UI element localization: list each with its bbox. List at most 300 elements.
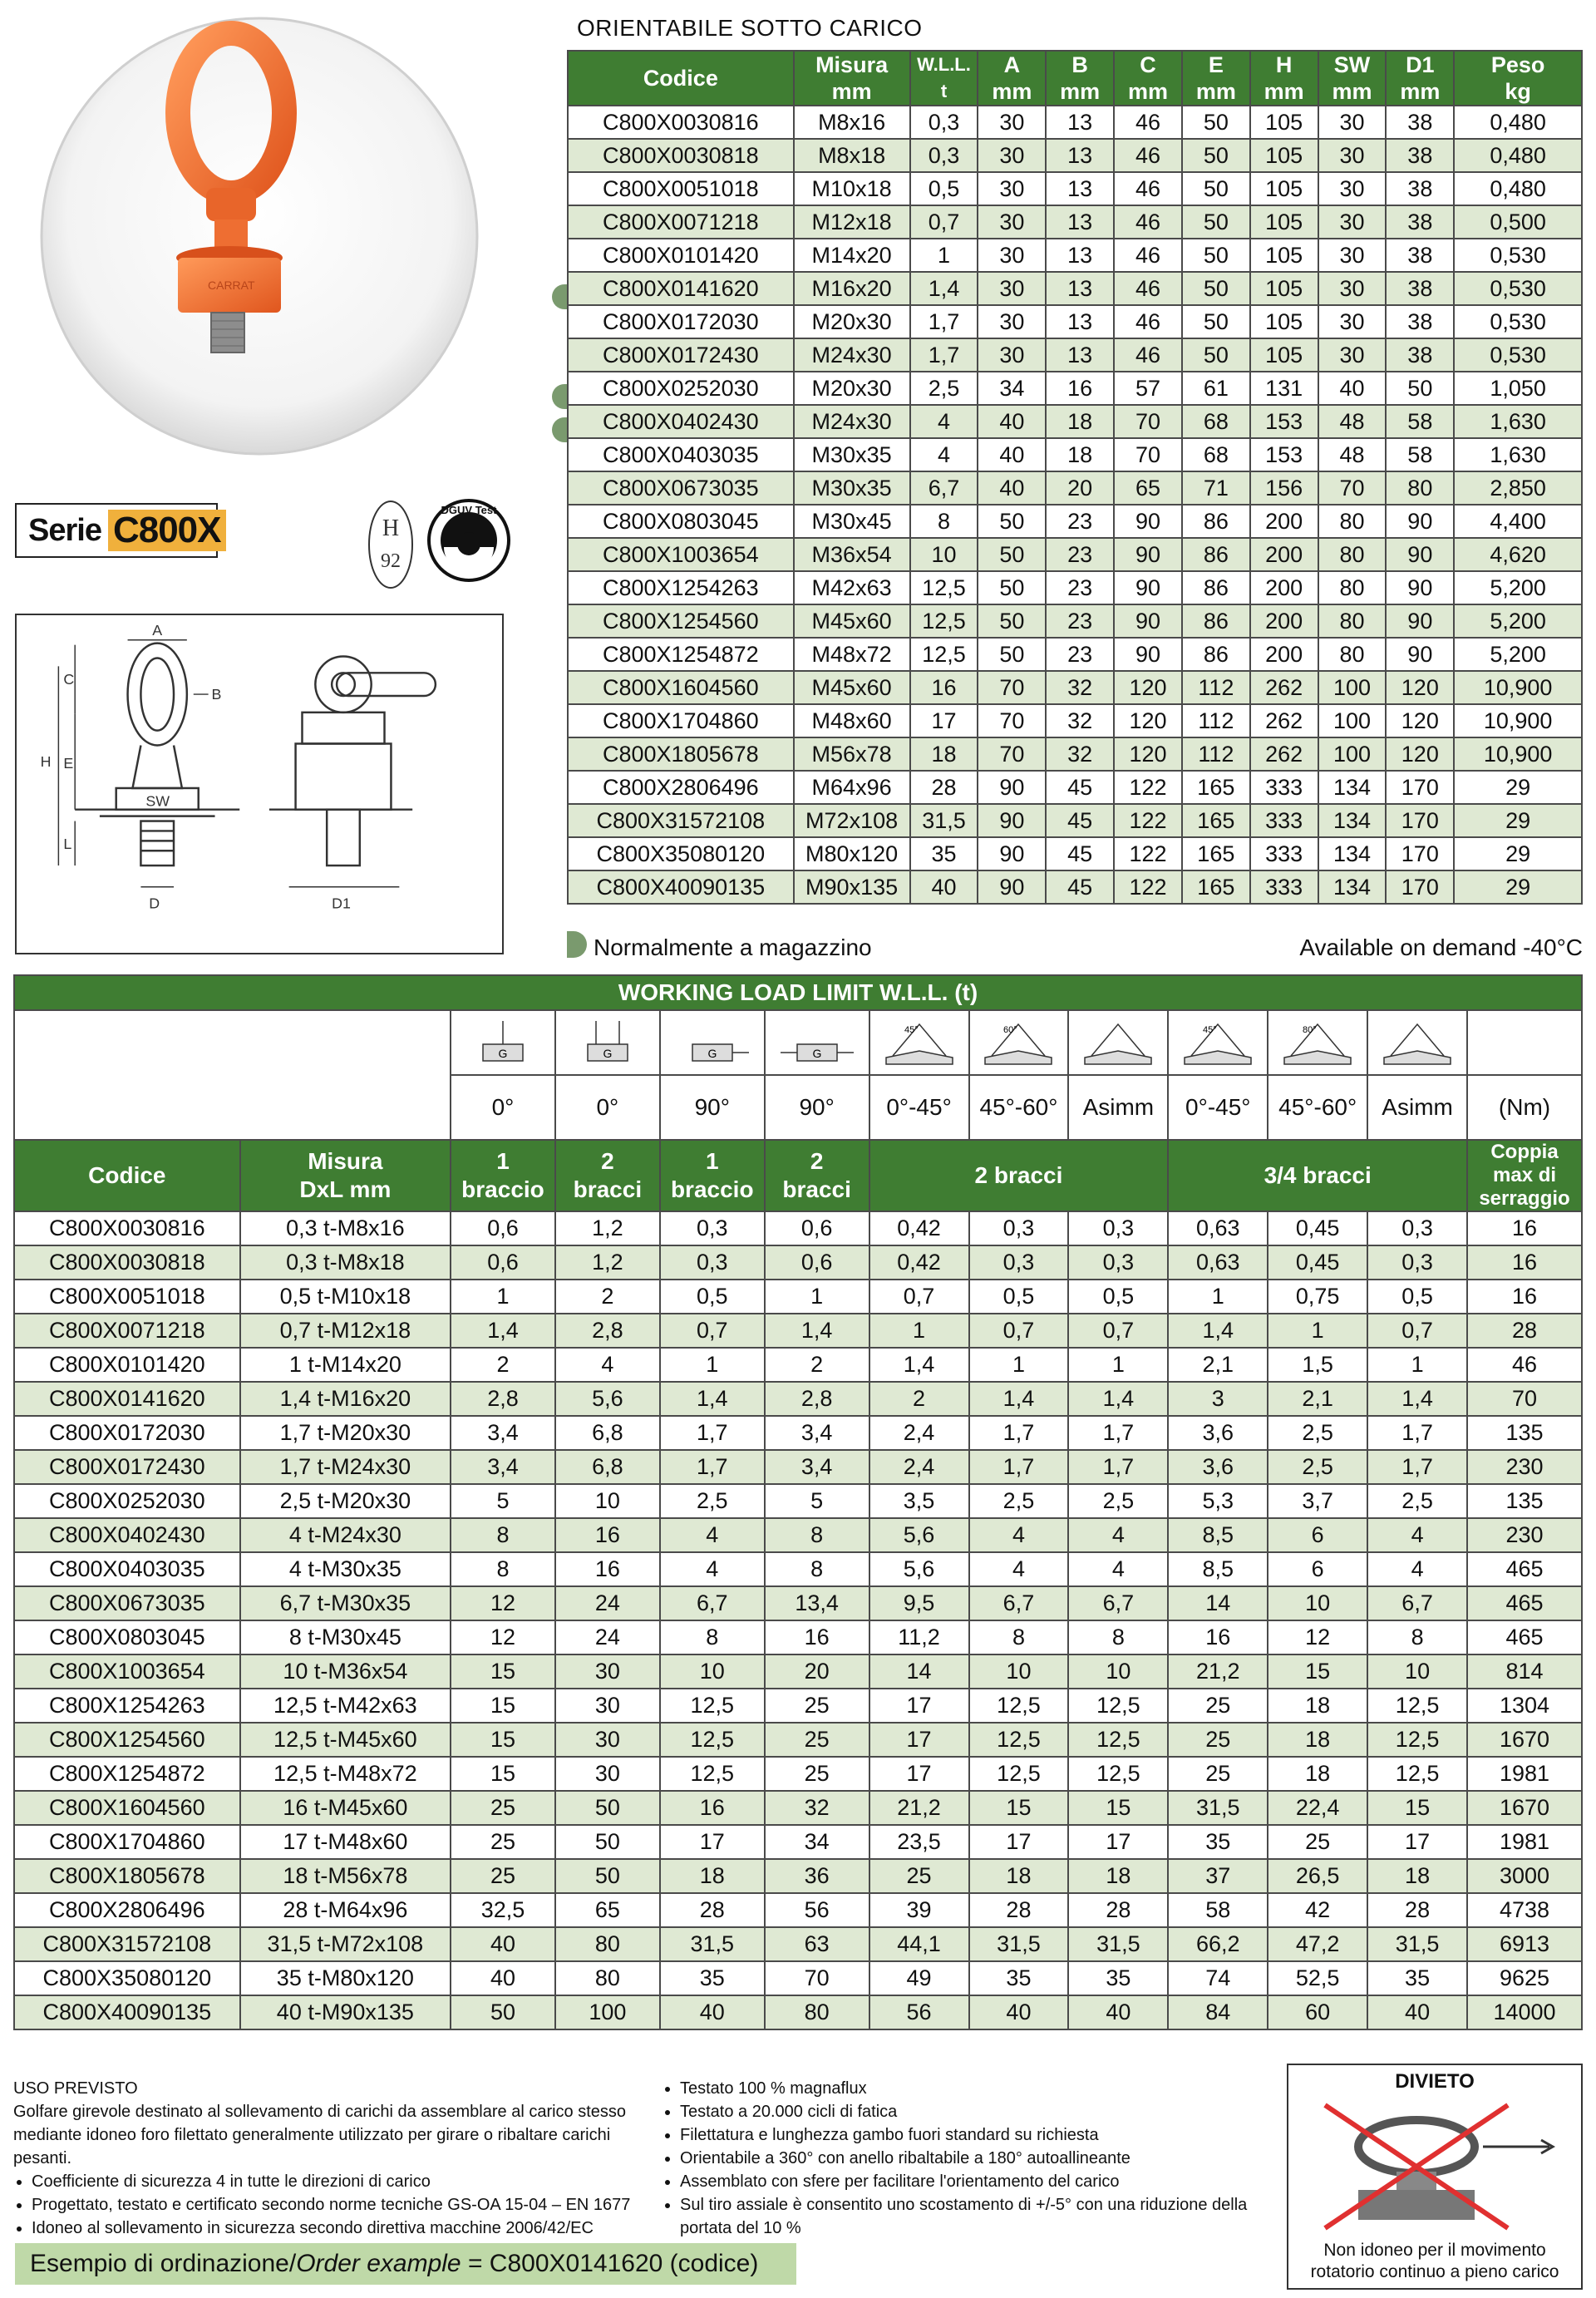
dimensions-col-4: B mm [1046, 51, 1114, 106]
table-cell: 135 [1467, 1416, 1582, 1450]
stock-legend-icon [567, 931, 587, 958]
table-cell: 13 [1046, 272, 1114, 305]
table-cell: 31,5 t-M72x108 [240, 1927, 451, 1961]
table-cell: C800X0172030 [568, 305, 794, 338]
side-2-leg-icon [765, 1010, 869, 1075]
table-cell: 200 [1250, 604, 1318, 638]
table-cell: 21,2 [869, 1791, 969, 1825]
table-cell: 134 [1318, 870, 1387, 904]
table-cell: 4 [969, 1552, 1069, 1586]
table-cell: 3 [1168, 1382, 1268, 1416]
angle-cell: Asimm [1367, 1075, 1467, 1140]
table-cell: 1,7 [1367, 1416, 1467, 1450]
table-cell: 90 [978, 870, 1046, 904]
table-row [14, 1723, 1582, 1757]
table-cell: 165 [1182, 771, 1250, 804]
table-cell: C800X0252030 [14, 1484, 240, 1518]
angle-cell: 45°-60° [969, 1075, 1069, 1140]
table-cell: 0,6 [451, 1211, 555, 1245]
table-row [568, 737, 1582, 771]
table-cell: 122 [1114, 804, 1182, 837]
table-cell: 34 [765, 1825, 869, 1859]
side-1-leg-icon [660, 1010, 765, 1075]
angle-cell: (Nm) [1467, 1075, 1582, 1140]
table-cell: 50 [978, 538, 1046, 571]
table-row [568, 205, 1582, 239]
table-row [568, 272, 1582, 305]
angle-cell: Asimm [1068, 1075, 1168, 1140]
table-cell: 38 [1386, 338, 1454, 372]
table-cell: 12,5 [969, 1689, 1069, 1723]
table-cell: 1,4 [451, 1314, 555, 1348]
table-cell: 29 [1454, 837, 1582, 870]
table-cell: 262 [1250, 737, 1318, 771]
table-cell: C800X1254263 [568, 571, 794, 604]
table-cell: 200 [1250, 638, 1318, 671]
table-row [568, 771, 1582, 804]
table-cell: 15 [451, 1723, 555, 1757]
list-item: • Assemblato con sfere per facilitare l'orientamento del carico [680, 2170, 1277, 2193]
table-row [14, 1654, 1582, 1689]
table-cell: 17 [1068, 1825, 1168, 1859]
table-cell: 16 [1046, 372, 1114, 405]
wll-col-misura: Misura DxL mm [240, 1140, 451, 1211]
table-cell: 18 [910, 737, 978, 771]
table-cell: 100 [1318, 737, 1387, 771]
table-cell: 165 [1182, 837, 1250, 870]
table-cell: 25 [1168, 1689, 1268, 1723]
table-cell: 46 [1114, 139, 1182, 172]
table-cell: M56x78 [794, 737, 910, 771]
table-cell: 30 [1318, 272, 1387, 305]
table-cell: 2,4 [869, 1450, 969, 1484]
stock-marker [552, 284, 567, 309]
table-cell: 12,5 [969, 1723, 1069, 1757]
table-cell: 13 [1046, 239, 1114, 272]
table-cell: 50 [978, 604, 1046, 638]
table-cell: 0,5 [969, 1280, 1069, 1314]
table-cell: M30x45 [794, 505, 910, 538]
table-cell: 40 t-M90x135 [240, 1995, 451, 2029]
table-cell: 465 [1467, 1620, 1582, 1654]
table-cell: 170 [1386, 771, 1454, 804]
table-cell: 1,7 [660, 1416, 765, 1450]
table-row [14, 1211, 1582, 1245]
table-cell: 90 [1114, 538, 1182, 571]
angle-cell: 0° [555, 1075, 660, 1140]
table-cell: 8 [765, 1518, 869, 1552]
table-cell: 35 [660, 1961, 765, 1995]
table-cell: 15 [1268, 1654, 1367, 1689]
table-cell: 0,6 [765, 1211, 869, 1245]
table-cell: 0,3 [660, 1245, 765, 1280]
table-cell: 1,050 [1454, 372, 1582, 405]
table-cell: 3,6 [1168, 1450, 1268, 1484]
table-cell: M45x60 [794, 671, 910, 704]
table-cell: 16 [1168, 1620, 1268, 1654]
table-cell: 28 t-M64x96 [240, 1893, 451, 1927]
table-cell: 2 [555, 1280, 660, 1314]
table-cell: 29 [1454, 771, 1582, 804]
table-cell: 40 [978, 471, 1046, 505]
table-cell: 32 [765, 1791, 869, 1825]
table-cell: 5,6 [869, 1552, 969, 1586]
table-cell: 63 [765, 1927, 869, 1961]
table-cell: 1,4 [1068, 1382, 1168, 1416]
table-cell: 13 [1046, 305, 1114, 338]
list-item: • Idoneo al sollevamento in sicurezza secondo direttiva macchine 2006/42/EC [32, 2217, 645, 2240]
series-prefix: Serie [28, 512, 101, 548]
table-cell: 46 [1114, 172, 1182, 205]
table-cell: 23 [1046, 638, 1114, 671]
table-cell: C800X0673035 [14, 1586, 240, 1620]
table-cell: 1 [1367, 1348, 1467, 1382]
table-cell: C800X1254872 [14, 1757, 240, 1791]
table-cell: 6,7 [660, 1586, 765, 1620]
table-cell: 70 [1114, 405, 1182, 438]
table-cell: C800X1805678 [568, 737, 794, 771]
wll-col-2-bracci-90: 2 bracci [765, 1140, 869, 1211]
table-cell: 13 [1046, 172, 1114, 205]
table-cell: 0,3 [969, 1245, 1069, 1280]
table-cell: 1 [1168, 1280, 1268, 1314]
table-row [14, 1961, 1582, 1995]
table-cell: 35 [1068, 1961, 1168, 1995]
table-cell: 34 [978, 372, 1046, 405]
table-cell: 1 [765, 1280, 869, 1314]
table-row [14, 1859, 1582, 1893]
table-cell: 6,7 [1367, 1586, 1467, 1620]
table-cell: 17 t-M48x60 [240, 1825, 451, 1859]
table-cell: 50 [978, 571, 1046, 604]
table-cell: 100 [555, 1995, 660, 2029]
table-cell: 8 [765, 1552, 869, 1586]
table-cell: 1 [869, 1314, 969, 1348]
table-cell: 0,530 [1454, 239, 1582, 272]
table-cell: 1,4 [1168, 1314, 1268, 1348]
table-cell: 50 [1386, 372, 1454, 405]
table-cell: C800X0101420 [568, 239, 794, 272]
table-cell: 70 [978, 671, 1046, 704]
table-cell: 3,7 [1268, 1484, 1367, 1518]
table-cell: 16 [910, 671, 978, 704]
table-row [14, 1518, 1582, 1552]
wll-col-codice: Codice [14, 1140, 240, 1211]
table-cell: 90 [1114, 604, 1182, 638]
table-cell: 0,530 [1454, 305, 1582, 338]
table-cell: 90 [1114, 571, 1182, 604]
table-cell: 6,7 t-M30x35 [240, 1586, 451, 1620]
wll-header [14, 1140, 1582, 1211]
demand-legend: Available on demand -40°C [1299, 934, 1583, 960]
table-cell: 65 [555, 1893, 660, 1927]
table-cell: 16 [765, 1620, 869, 1654]
table-cell: 465 [1467, 1586, 1582, 1620]
table-cell: 21,2 [1168, 1654, 1268, 1689]
table-cell: 2,1 [1168, 1348, 1268, 1382]
table-cell: 1 [1268, 1314, 1367, 1348]
table-cell: C800X1003654 [568, 538, 794, 571]
svg-text:G: G [812, 1047, 822, 1060]
table-cell: M24x30 [794, 405, 910, 438]
table-cell: 10 [1068, 1654, 1168, 1689]
table-cell: 1670 [1467, 1791, 1582, 1825]
table-cell: 45 [1046, 771, 1114, 804]
table-cell: 28 [910, 771, 978, 804]
table-row [568, 305, 1582, 338]
table-cell: 6,8 [555, 1416, 660, 1450]
table-cell: 46 [1114, 338, 1182, 372]
table-cell: C800X0172030 [14, 1416, 240, 1450]
table-cell: 70 [978, 704, 1046, 737]
table-cell: 12,5 t-M42x63 [240, 1689, 451, 1723]
table-cell: 38 [1386, 305, 1454, 338]
table-cell: 2 [869, 1382, 969, 1416]
table-cell: 50 [451, 1995, 555, 2029]
table-cell: 0,7 [1367, 1314, 1467, 1348]
table-cell: 40 [1367, 1995, 1467, 2029]
dim-label-a: A [152, 621, 163, 639]
table-cell: 4 t-M30x35 [240, 1552, 451, 1586]
table-cell: 333 [1250, 870, 1318, 904]
table-cell: 0,3 [1068, 1245, 1168, 1280]
table-cell: C800X2806496 [14, 1893, 240, 1927]
table-cell: 24 [555, 1586, 660, 1620]
table-cell: 70 [1467, 1382, 1582, 1416]
table-cell: 30 [978, 106, 1046, 139]
angle-cell: 0° [451, 1075, 555, 1140]
table-cell: 12,5 [969, 1757, 1069, 1791]
vertical-2-leg-icon [555, 1010, 660, 1075]
table-cell: 16 t-M45x60 [240, 1791, 451, 1825]
table-cell: 25 [451, 1791, 555, 1825]
table-cell: 12,5 [1068, 1723, 1168, 1757]
table-cell: 28 [1467, 1314, 1582, 1348]
table-row [568, 837, 1582, 870]
table-cell: C800X0673035 [568, 471, 794, 505]
table-cell: 4 [1367, 1552, 1467, 1586]
table-cell: 56 [869, 1995, 969, 2029]
table-cell: C800X35080120 [14, 1961, 240, 1995]
table-cell: 15 [969, 1791, 1069, 1825]
table-cell: 0,7 t-M12x18 [240, 1314, 451, 1348]
table-cell: 24 [555, 1620, 660, 1654]
table-cell: 0,480 [1454, 139, 1582, 172]
table-cell: 23,5 [869, 1825, 969, 1859]
table-cell: 3,4 [451, 1416, 555, 1450]
table-cell: 18 t-M56x78 [240, 1859, 451, 1893]
table-cell: 29 [1454, 804, 1582, 837]
table-cell: 30 [978, 172, 1046, 205]
intended-use-list [13, 2170, 645, 2240]
product-photo [15, 12, 504, 461]
table-cell: 4 [1367, 1518, 1467, 1552]
table-cell: 5,200 [1454, 571, 1582, 604]
table-cell: 18 [1268, 1757, 1367, 1791]
table-cell: 80 [1318, 538, 1387, 571]
dim-label-l: L [63, 836, 72, 853]
table-cell: 230 [1467, 1518, 1582, 1552]
table-cell: C800X1003654 [14, 1654, 240, 1689]
table-cell: 2,5 t-M20x30 [240, 1484, 451, 1518]
table-cell: 9625 [1467, 1961, 1582, 1995]
table-cell: 3000 [1467, 1859, 1582, 1893]
table-cell: 112 [1182, 737, 1250, 771]
dimensions-col-5: C mm [1114, 51, 1182, 106]
table-cell: 1304 [1467, 1689, 1582, 1723]
table-cell: 40 [1318, 372, 1387, 405]
table-cell: 10 [969, 1654, 1069, 1689]
angle-cell: 90° [660, 1075, 765, 1140]
table-cell: 56 [765, 1893, 869, 1927]
table-cell: 90 [1386, 638, 1454, 671]
table-row [568, 571, 1582, 604]
table-cell: 25 [1168, 1757, 1268, 1791]
table-cell: 2,8 [555, 1314, 660, 1348]
dimensions-col-10: Peso kg [1454, 51, 1582, 106]
series-label [15, 503, 221, 558]
two-leg-asym-icon [1068, 1010, 1168, 1075]
table-cell: 44,1 [869, 1927, 969, 1961]
table-cell: 12 [451, 1586, 555, 1620]
table-cell: 40 [978, 438, 1046, 471]
table-cell: 52,5 [1268, 1961, 1367, 1995]
table-cell: 120 [1386, 671, 1454, 704]
table-cell: 50 [978, 638, 1046, 671]
table-cell: 1981 [1467, 1825, 1582, 1859]
table-cell: 6,7 [969, 1586, 1069, 1620]
list-item: • Orientabile a 360° con anello ribaltabile a 180° autoallineante [680, 2147, 1277, 2170]
table-cell: 80 [555, 1927, 660, 1961]
table-cell: 46 [1114, 239, 1182, 272]
table-cell: 2,5 [910, 372, 978, 405]
table-cell: 170 [1386, 870, 1454, 904]
table-row [14, 1382, 1582, 1416]
table-cell: C800X1254560 [568, 604, 794, 638]
table-cell: 2 [451, 1348, 555, 1382]
table-cell: 6 [1268, 1518, 1367, 1552]
table-cell: 68 [1182, 405, 1250, 438]
table-cell: 32 [1046, 704, 1114, 737]
dimensions-col-1: Misura mm [794, 51, 910, 106]
table-cell: 31,5 [1168, 1791, 1268, 1825]
table-cell: 23 [1046, 604, 1114, 638]
table-cell: 0,3 [660, 1211, 765, 1245]
table-cell: 30 [978, 272, 1046, 305]
table-cell: 105 [1250, 272, 1318, 305]
table-cell: 50 [555, 1859, 660, 1893]
table-cell: 2,5 [1268, 1450, 1367, 1484]
table-cell: 50 [1182, 305, 1250, 338]
table-cell: 2,5 [969, 1484, 1069, 1518]
table-cell: 13,4 [765, 1586, 869, 1620]
dimensions-col-7: H mm [1250, 51, 1318, 106]
table-cell: M8x18 [794, 139, 910, 172]
table-cell: M90x135 [794, 870, 910, 904]
table-cell: 90 [1114, 505, 1182, 538]
table-cell: 25 [1168, 1723, 1268, 1757]
table-cell: 2 [765, 1348, 869, 1382]
table-cell: 112 [1182, 671, 1250, 704]
table-cell: C800X0402430 [14, 1518, 240, 1552]
table-cell: C800X0051018 [568, 172, 794, 205]
table-cell: 70 [1318, 471, 1387, 505]
table-cell: 90 [1114, 638, 1182, 671]
table-cell: 61 [1182, 372, 1250, 405]
table-cell: 0,7 [910, 205, 978, 239]
table-cell: 105 [1250, 106, 1318, 139]
table-cell: C800X0030816 [568, 106, 794, 139]
table-cell: 50 [1182, 172, 1250, 205]
table-cell: M12x18 [794, 205, 910, 239]
table-cell: 35 [1168, 1825, 1268, 1859]
cert-mark-bottom: 92 [381, 550, 401, 572]
table-cell: 65 [1114, 471, 1182, 505]
table-cell: 6 [1268, 1552, 1367, 1586]
table-row [568, 538, 1582, 571]
dim-label-e: E [63, 755, 74, 772]
table-cell: 17 [910, 704, 978, 737]
table-cell: 8 [1367, 1620, 1467, 1654]
table-cell: 1,4 [660, 1382, 765, 1416]
table-cell: 0,45 [1268, 1211, 1367, 1245]
table-cell: 105 [1250, 338, 1318, 372]
table-cell: 120 [1114, 671, 1182, 704]
table-cell: 10,900 [1454, 671, 1582, 704]
table-row [568, 671, 1582, 704]
table-cell: 4 [1068, 1552, 1168, 1586]
table-cell: 200 [1250, 538, 1318, 571]
table-cell: 2,5 [1268, 1416, 1367, 1450]
table-cell: M80x120 [794, 837, 910, 870]
table-cell: C800X40090135 [568, 870, 794, 904]
table-cell: 14000 [1467, 1995, 1582, 2029]
table-cell: 66,2 [1168, 1927, 1268, 1961]
table-cell: 23 [1046, 571, 1114, 604]
table-cell: C800X0141620 [568, 272, 794, 305]
table-cell: M14x20 [794, 239, 910, 272]
table-cell: 333 [1250, 804, 1318, 837]
table-cell: 1 [1068, 1348, 1168, 1382]
table-row [568, 172, 1582, 205]
table-cell: 4,400 [1454, 505, 1582, 538]
table-row [568, 405, 1582, 438]
table-cell: M72x108 [794, 804, 910, 837]
table-cell: C800X0403035 [568, 438, 794, 471]
table-cell: 0,3 t-M8x16 [240, 1211, 451, 1245]
table-cell: 12,5 [910, 638, 978, 671]
svg-text:60°: 60° [1003, 1025, 1018, 1035]
table-cell: 0,6 [765, 1245, 869, 1280]
table-cell: 8,5 [1168, 1552, 1268, 1586]
svg-text:G: G [498, 1047, 508, 1060]
table-cell: 15 [451, 1689, 555, 1723]
table-cell: M30x35 [794, 438, 910, 471]
table-cell: 12,5 [660, 1757, 765, 1791]
table-cell: 1 [910, 239, 978, 272]
table-cell: 0,5 [1367, 1280, 1467, 1314]
table-cell: M10x18 [794, 172, 910, 205]
table-cell: 1,4 [969, 1382, 1069, 1416]
table-cell: 165 [1182, 804, 1250, 837]
table-cell: 1,7 [1068, 1450, 1168, 1484]
table-cell: 262 [1250, 671, 1318, 704]
list-item: • Sul tiro assiale è consentito uno scostamento di +/-5° con una riduzione della portata del 10 % [680, 2193, 1277, 2240]
table-cell: C800X31572108 [568, 804, 794, 837]
table-cell: 105 [1250, 139, 1318, 172]
table-cell: 28 [969, 1893, 1069, 1927]
table-cell: 23 [1046, 538, 1114, 571]
